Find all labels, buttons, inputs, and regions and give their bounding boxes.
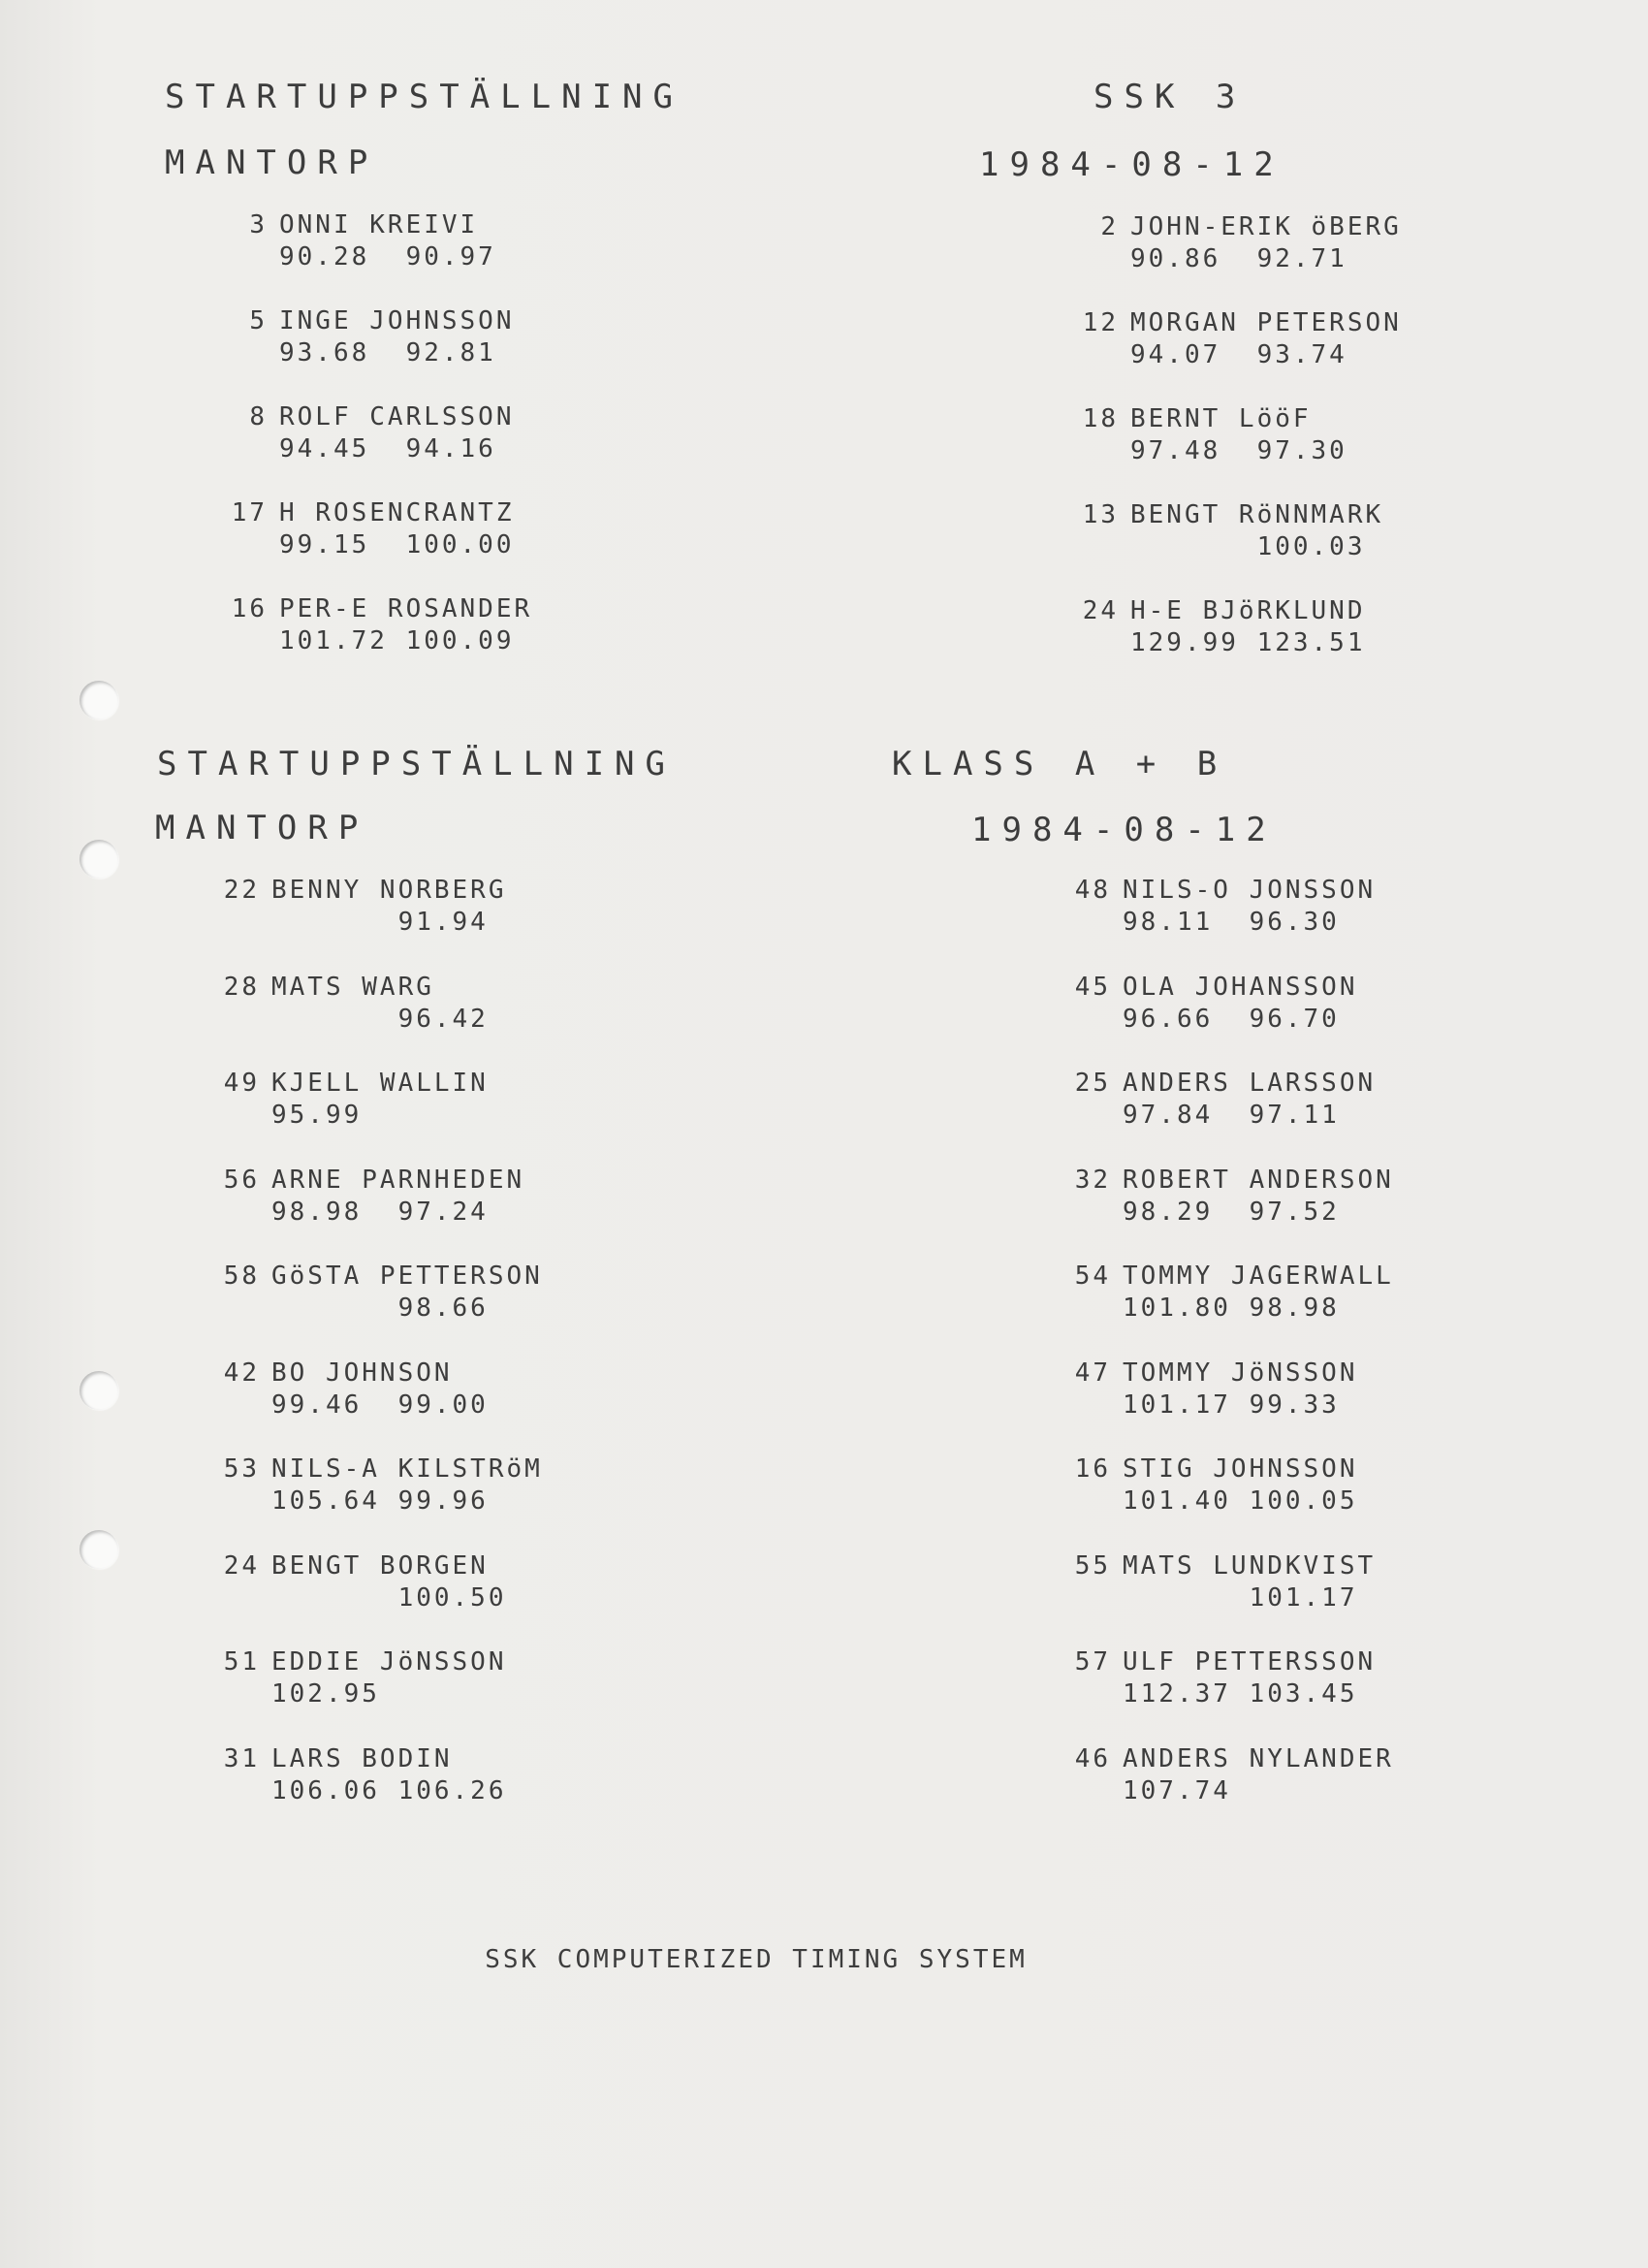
entry: [206, 1261, 543, 1325]
lap-times: 129.99 123.51: [1130, 628, 1366, 657]
driver-name: TOMMY JöNSSON: [1123, 1358, 1358, 1388]
lap-times: 105.64 99.96: [271, 1486, 489, 1516]
driver-name: ARNE PARNHEDEN: [271, 1165, 525, 1195]
lap-times: 95.99: [271, 1101, 363, 1130]
entry: [206, 972, 489, 1036]
start-number: 24: [223, 1550, 260, 1581]
start-number: 42: [223, 1358, 260, 1388]
section1-date: 1984-08-12: [979, 145, 1284, 184]
entry: [1057, 1550, 1376, 1614]
driver-name: NILS-O JONSSON: [1123, 876, 1377, 905]
lap-times: 102.95: [271, 1679, 380, 1709]
driver-name: ROBERT ANDERSON: [1123, 1165, 1394, 1195]
start-number: 54: [1074, 1262, 1111, 1291]
start-number: 56: [223, 1165, 260, 1195]
driver-name: ONNI KREIVI: [279, 210, 479, 240]
start-number: 45: [1074, 972, 1111, 1002]
entry: [1064, 307, 1402, 371]
lap-times: 94.07 93.74: [1130, 340, 1347, 369]
driver-name: STIG JOHNSSON: [1123, 1454, 1358, 1484]
section2-date: 1984-08-12: [971, 811, 1277, 849]
entry: [206, 875, 507, 939]
driver-name: KJELL WALLIN: [271, 1069, 489, 1098]
entry: [213, 593, 532, 657]
entry: [1064, 211, 1402, 275]
start-number: 32: [1074, 1165, 1111, 1195]
start-number: 12: [1082, 308, 1119, 337]
lap-times: 99.15 100.00: [279, 530, 515, 559]
start-number: 57: [1074, 1647, 1111, 1677]
lap-times: 97.84 97.11: [1123, 1101, 1340, 1130]
entry: [1057, 1646, 1376, 1710]
binder-hole: [79, 1530, 118, 1569]
lap-times: 101.72 100.09: [279, 626, 515, 655]
lap-times: 98.29 97.52: [1123, 1197, 1340, 1227]
lap-times: 93.68 92.81: [279, 338, 496, 367]
lap-times: 100.50: [271, 1582, 507, 1613]
start-number: 5: [249, 306, 268, 335]
entry: [206, 1358, 489, 1421]
start-number: 46: [1074, 1743, 1111, 1773]
lap-times: 94.45 94.16: [279, 434, 496, 463]
start-number: 22: [223, 876, 260, 905]
start-number: 53: [223, 1454, 260, 1484]
driver-name: JOHN-ERIK öBERG: [1130, 212, 1402, 241]
start-number: 49: [223, 1069, 260, 1098]
driver-name: ANDERS LARSSON: [1123, 1069, 1377, 1098]
start-number: 18: [1082, 404, 1119, 433]
driver-name: BO JOHNSON: [271, 1358, 453, 1388]
start-number: 8: [249, 402, 268, 431]
start-number: 24: [1082, 596, 1119, 625]
section2-place: MANTORP: [155, 809, 369, 847]
driver-name: MORGAN PETERSON: [1130, 308, 1402, 337]
driver-name: OLA JOHANSSON: [1123, 972, 1358, 1002]
lap-times: 90.28 90.97: [279, 242, 496, 272]
driver-name: BERNT LööF: [1130, 404, 1312, 433]
entry: [1057, 1453, 1358, 1517]
entry: [1064, 499, 1383, 563]
start-number: 47: [1074, 1358, 1111, 1388]
entry: [206, 1068, 489, 1132]
entry: [213, 305, 515, 369]
driver-name: NILS-A KILSTRöM: [271, 1454, 543, 1484]
entry: [206, 1743, 507, 1807]
start-number: 48: [1074, 876, 1111, 905]
start-number: 31: [223, 1743, 260, 1773]
lap-times: 101.17: [1123, 1582, 1358, 1613]
lap-times: 90.86 92.71: [1130, 244, 1347, 273]
entry: [1057, 1743, 1394, 1807]
start-number: 16: [231, 594, 268, 623]
driver-name: ANDERS NYLANDER: [1123, 1743, 1394, 1773]
driver-name: MATS WARG: [271, 972, 434, 1002]
entry: [1057, 1358, 1358, 1421]
footer-text: SSK COMPUTERIZED TIMING SYSTEM: [485, 1945, 1028, 1974]
entry: [1064, 595, 1366, 659]
driver-name: INGE JOHNSSON: [279, 306, 515, 335]
lap-times: 96.42: [271, 1004, 489, 1034]
start-number: 55: [1074, 1550, 1111, 1581]
start-number: 3: [249, 210, 268, 240]
lap-times: 101.80 98.98: [1123, 1294, 1340, 1323]
start-number: 58: [223, 1262, 260, 1291]
driver-name: H ROSENCRANTZ: [279, 498, 515, 527]
section1-place: MANTORP: [165, 144, 379, 182]
start-number: 2: [1100, 212, 1119, 241]
entry: [1057, 1068, 1376, 1132]
driver-name: MATS LUNDKVIST: [1123, 1550, 1377, 1581]
entry: [206, 1453, 543, 1517]
lap-times: 100.03: [1130, 532, 1366, 561]
lap-times: 107.74: [1123, 1775, 1231, 1805]
entry: [206, 1550, 507, 1614]
start-number: 16: [1074, 1454, 1111, 1484]
driver-name: TOMMY JAGERWALL: [1123, 1262, 1394, 1291]
driver-name: EDDIE JöNSSON: [271, 1647, 507, 1677]
lap-times: 98.11 96.30: [1123, 908, 1340, 937]
start-number: 28: [223, 972, 260, 1002]
entry: [1057, 875, 1376, 939]
start-number: 13: [1082, 500, 1119, 529]
driver-name: BENGT BORGEN: [271, 1550, 489, 1581]
lap-times: 106.06 106.26: [271, 1775, 507, 1805]
driver-name: BENGT RöNNMARK: [1130, 500, 1384, 529]
driver-name: LARS BODIN: [271, 1743, 453, 1773]
binder-hole: [79, 840, 118, 878]
entry: [213, 497, 515, 561]
section1-title: STARTUPPSTÄLLNING: [165, 78, 683, 116]
driver-name: GöSTA PETTERSON: [271, 1262, 543, 1291]
entry: [1064, 403, 1347, 467]
lap-times: 112.37 103.45: [1123, 1679, 1358, 1709]
entry: [1057, 1165, 1394, 1229]
lap-times: 97.48 97.30: [1130, 436, 1347, 465]
lap-times: 91.94: [271, 908, 489, 937]
lap-times: 98.98 97.24: [271, 1197, 489, 1227]
lap-times: 101.17 99.33: [1123, 1390, 1340, 1420]
entry: [1057, 1261, 1394, 1325]
entry: [213, 401, 515, 465]
start-number: 25: [1074, 1069, 1111, 1098]
driver-name: ROLF CARLSSON: [279, 402, 515, 431]
entry: [1057, 972, 1358, 1036]
lap-times: 98.66: [271, 1294, 489, 1323]
binder-hole: [79, 681, 118, 719]
start-number: 51: [223, 1647, 260, 1677]
binder-hole: [79, 1371, 118, 1410]
entry: [206, 1165, 524, 1229]
start-number: 17: [231, 498, 268, 527]
lap-times: 99.46 99.00: [271, 1390, 489, 1420]
entry: [213, 209, 496, 273]
driver-name: BENNY NORBERG: [271, 876, 507, 905]
entry: [206, 1646, 507, 1710]
section1-class: SSK 3: [1093, 78, 1247, 116]
driver-name: H-E BJöRKLUND: [1130, 596, 1366, 625]
driver-name: PER-E ROSANDER: [279, 594, 533, 623]
lap-times: 101.40 100.05: [1123, 1486, 1358, 1516]
driver-name: ULF PETTERSSON: [1123, 1647, 1377, 1677]
section2-title: STARTUPPSTÄLLNING: [157, 745, 676, 783]
section2-class: KLASS A + B: [892, 745, 1228, 783]
lap-times: 96.66 96.70: [1123, 1004, 1340, 1034]
